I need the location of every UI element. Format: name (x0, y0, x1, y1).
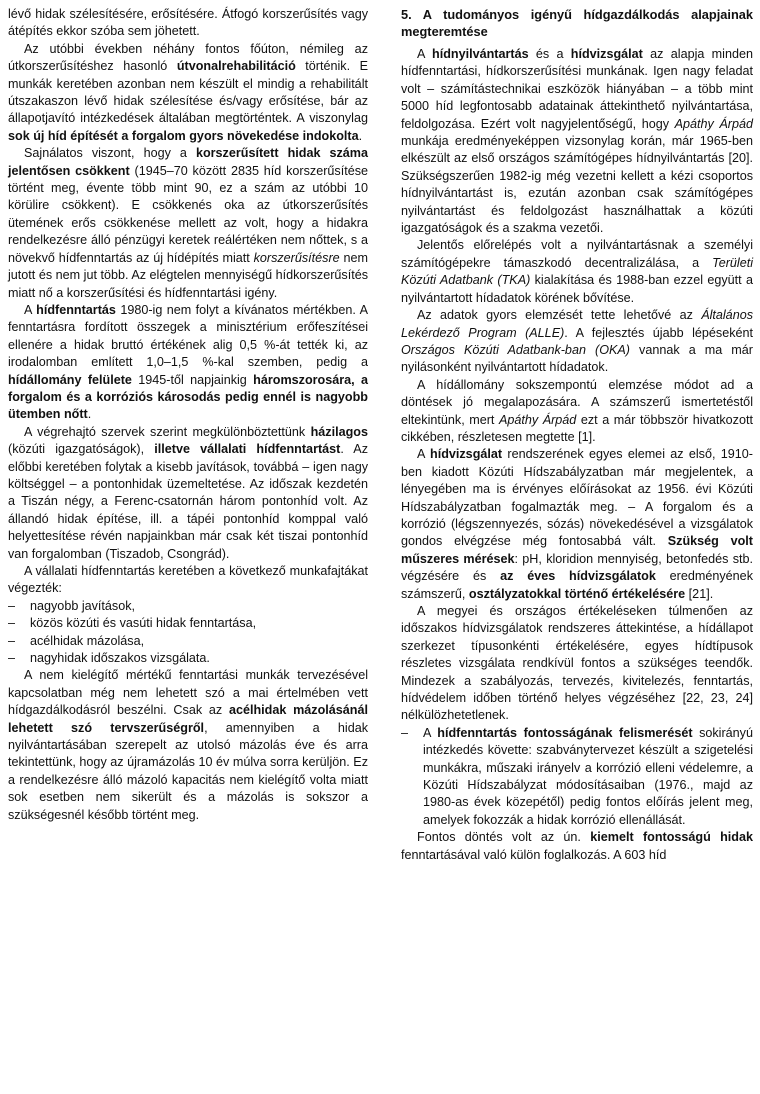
right-column (401, 6, 753, 864)
paragraph: A vállalati hídfenntartás keretében a következő munkafajtákat végezték: (8, 564, 368, 596)
list-item: – nagyobb javítások, (8, 598, 368, 615)
paragraph: Fontos döntés volt az ún. kiemelt fontosságú hidak fenntartásával való külön foglalkozás. A 603 híd (401, 830, 753, 862)
paragraph: A nem kielégítő mértékű fenntartási munkák tervezésével kapcsolatban még nem lehetett szó a mai értelmében vett hídgazdálkodásról beszélni. Csak az acélhidak mázolásánál lehetett szó tervszerűségről, amennyiben a hidak nyilvántartásában szerepelt az utolsó mázolás éve és arra tekintettünk, hogy az újramázolás 10 év múlva sorra kerüljön. Ez a rendelkezésre álló mázoló kapacitás nem kielégítő volta miatt sok esetben nem sikerült és a mázolás is sokszor a szükségesnél később történt meg. (8, 668, 368, 822)
work-types-list (8, 598, 368, 668)
paragraph: A hídvizsgálat rendszerének egyes elemei az első, 1910-ben kiadott Közúti Hídszabályzatban már megjelentek, a lényegében ma is érvényes előírásokat az 1956. évi Közúti Hídszabályzatban fogalmazták meg. – A forgalom és a korrózió (légszennyezés, sózás) növekedésével a vizsgálatok gondos elvégzése még fontosabbá vált. Szükség volt műszeres mérések: pH, kloridion mennyiség, betonfedés stb. végzésére és az éves hídvizsgálatok eredményének számszerű, osztályzatokkal történő értékelésére [21]. (401, 447, 753, 601)
paragraph: Jelentős előrelépés volt a nyilvántartásnak a személyi számítógépekre támaszkodó decentralizálása, a Területi Közúti Adatbank (TKA) kialakítása és 1988-ban ezzel együtt a nyilvántartott hídadatok körének bővítése. (401, 238, 753, 305)
paragraph: A megyei és országos értékeléseken túlmenően az időszakos hídvizsgálatok rendszeres áttekintése, a hídállapot szerkezet típusonkénti értékelésére, egyes hídtípusok részletes vizsgálata rendkívül fontos a szükséges teendők. Mindezek a szabályozás, tervezés, kivitelezés, fenntartás, hídvédelem időben történő helyes végzéséhez [22, 23, 24] nélkülözhetetlenek. (401, 604, 753, 723)
paragraph: lévő hidak szélesítésére, erősítésére. Átfogó korszerűsítés vagy átépítés ekkor szóba sem jöhetett. (8, 7, 368, 39)
paragraph: Sajnálatos viszont, hogy a korszerűsített hidak száma jelentősen csökkent (1945–70 között 2835 híd korszerűsítése történt meg, évente több mint 90, ez a szám az utóbbi 10 körülire csökkent). E csökkenés oka az útkorszerűsítés ütemének erős csökkenése mellett az volt, hogy a hidakra rendelkezésre álló pénzügyi keretek reálértéken nem nőttek, s a növekvő hídfenntartás az új hídépítés miatt korszerűsítésre nem jutott és nem jut több. Az elégtelen mennyiségű hídkorszerűsítés miatt nő a korszerűsítési és hídfenntartási igény. (8, 146, 368, 300)
paragraph: A hídállomány sokszempontú elemzése módot ad a döntések jó megalapozására. A számszerű ismertetéstől eltekintünk, mert Apáthy Árpád ezt a már többször hivatkozott cikkében, részletesen megtette [1]. (401, 377, 753, 444)
left-column (8, 6, 368, 824)
paragraph: A végrehajtó szervek szerint megkülönböztettünk házilagos (közúti igazgatóságok), illetve vállalati hídfenntartást. Az előbbi keretében folytak a kisebb javítások, továbbá – igen nagy költséggel – a pontonhidak üzemeltetése. Az időszak kezdetén a Tiszán négy, a Ferenc-csatornán három pontonhíd volt. Az állandó hidak építése, ill. a tápéi pontonhíd komppal való helyettesítése révén napjainkban már csak két tiszai pontonhíd van forgalomban (Tiszadob, Csongrád). (8, 424, 368, 561)
paragraph: A hídnyilvántartás és a hídvizsgálat az alapja minden hídfenntartási, hídkorszerűsítési munkának. Igen nagy feladat volt – számítástechnikai eszközök hiányában – a több mint 5000 híd legfontosabb adatainak áttekinthető nyilvántartása, feldolgozása. Ezért volt nagyjelentőségű, hogy Apáthy Árpád munkája eredményeképpen vizsonylag korán, már 1965-ben elkészült az első országos számítógépes hídnyilvántartás [20]. Szükségszerűen 1982-ig még vezetni kellett a kézi csoportos hídnyilvántartást is, ezután azonban csak számítógépes nyilvántartást és feldolgozást használhattak a közúti igazgatóságok és a szakma vezetői. (401, 47, 753, 236)
list-item: – acélhidak mázolása, (8, 633, 368, 650)
list-item: – nagyhidak időszakos vizsgálata. (8, 650, 368, 667)
paragraph: Az utóbbi években néhány fontos főúton, némileg az útkorszerűsítéshez hasonló útvonalrehabilitáció történik. E munkák keretében azonban nem készült el mindig a rehabilitált útszakaszon lévő hidak szélesítése és/vagy erősítése, bár az állapotjavító intézkedések általában megtörténtek. A viszonylag sok új híd építését a forgalom gyors növekedése indokolta. (8, 41, 369, 143)
paragraph: Az adatok gyors elemzését tette lehetővé az Általános Lekérdező Program (ALLE). A fejlesztés újabb lépéseként Országos Közúti Adatbank-ban (OKA) vannak a ma már nyilásonként nyilvántartott hídadatok. (401, 308, 754, 375)
list-item: – közös közúti és vasúti hidak fenntartása, (8, 615, 368, 632)
section-heading: 5. A tudományos igényű hídgazdálkodás alapjainak megteremtése (401, 7, 753, 39)
paragraph: A hídfenntartás 1980-ig nem folyt a kívánatos mértékben. A fenntartásra fordított összegek a minisztérium erőfeszítései ellenére a hidak bruttó értékének alig 0,5 %-át tették ki, az irodalomban említett 1,0–1,5 %-kal szemben, pedig a hídállomány felülete 1945-től napjainkig háromszorosára, a forgalom és a korróziós károsodás pedig ennél is nagyobb ütemben nőtt. (8, 302, 368, 422)
dash-paragraph: – A hídfenntartás fontosságának felismerését sokirányú intézkedés követte: szabványtervezet készült a szigetelési munkákra, műszaki irányelv a korrózió elleni védelemre, a Közúti Hídszabályzat módosításaiban (1976., majd az 1980-as évek közepétől) pedig fontos előírás jelent meg, amelyek fokozzák a hidak korrózió ellenállását. (401, 725, 753, 829)
